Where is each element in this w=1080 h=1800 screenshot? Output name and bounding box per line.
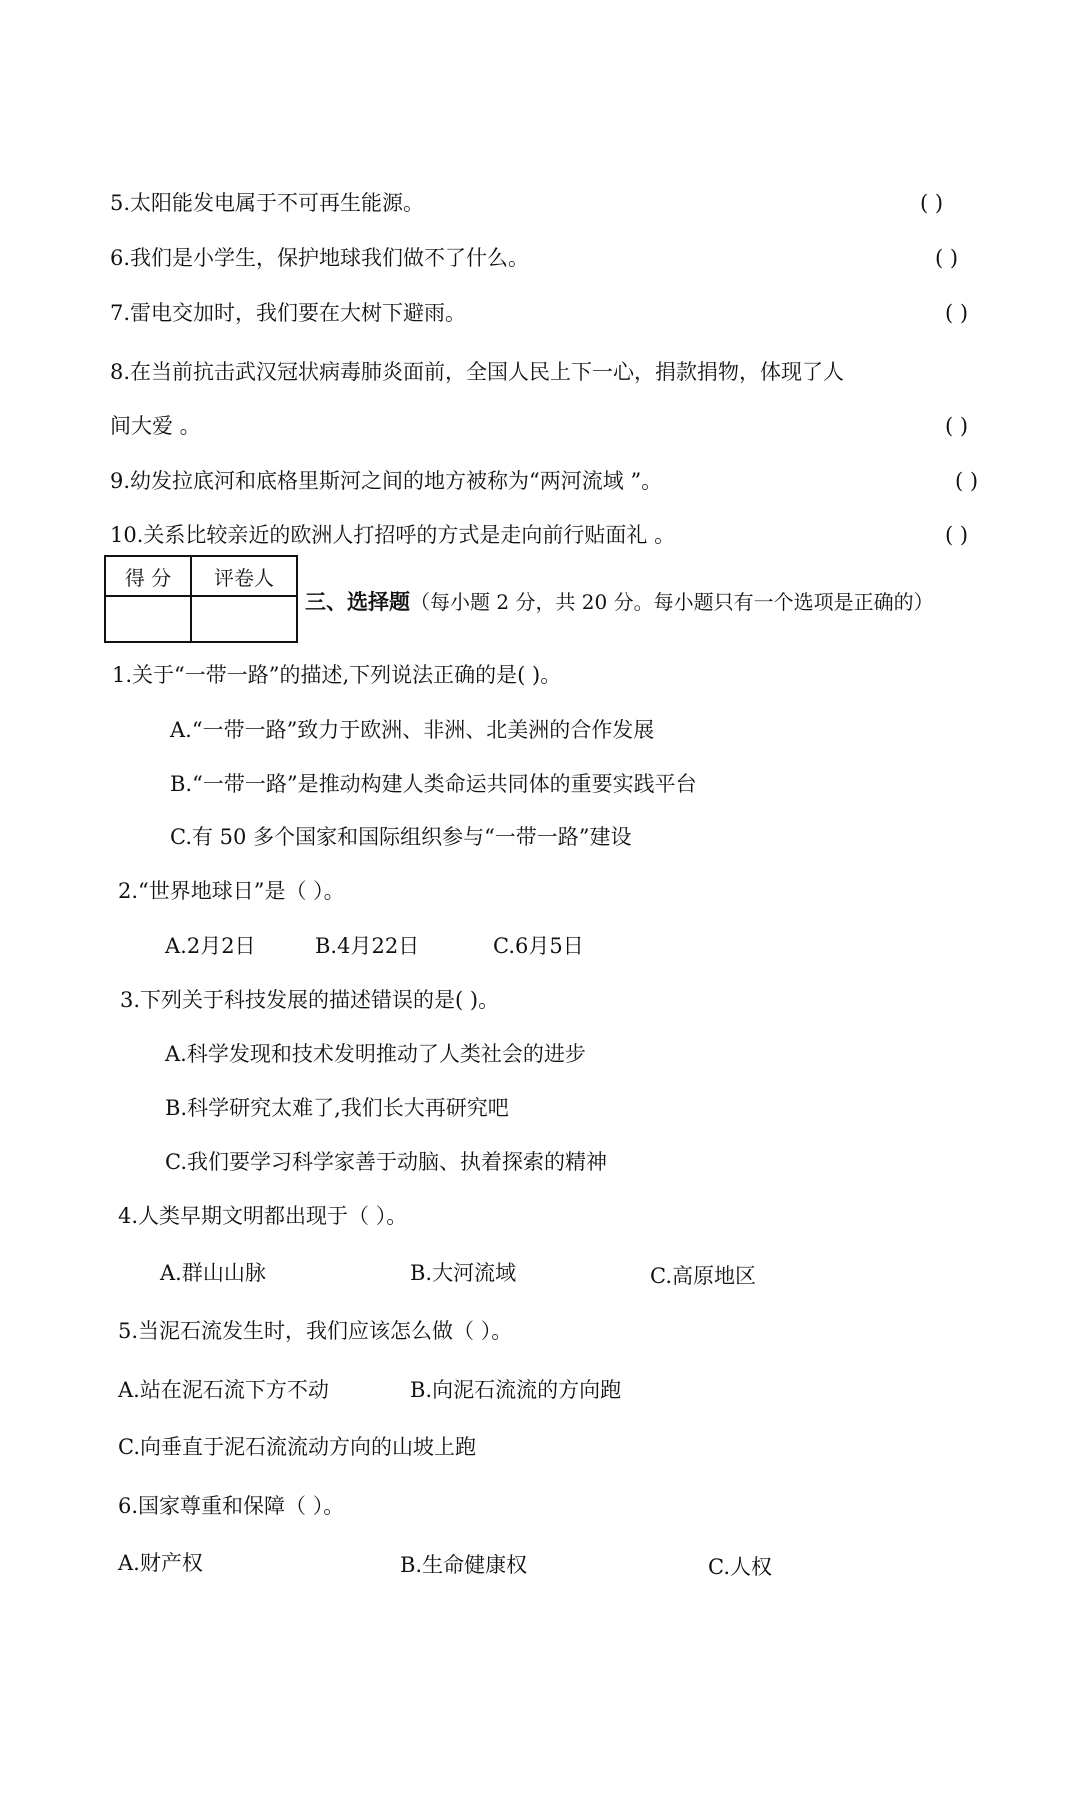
question-4-option-c: C.高原地区 (650, 1264, 756, 1288)
answer-paren-6: ( ) (935, 246, 959, 270)
judgment-item-7: 7.雷电交加时，我们要在大树下避雨。 (110, 301, 467, 325)
score-box (104, 555, 298, 643)
question-2-stem: 2.“世界地球日”是（ ）。 (118, 879, 345, 903)
question-5-stem: 5.当泥石流发生时，我们应该怎么做（ ）。 (118, 1319, 513, 1343)
judgment-item-9: 9.幼发拉底河和底格里斯河之间的地方被称为“两河流域 ”。 (110, 469, 663, 493)
answer-paren-10: ( ) (945, 523, 969, 547)
question-1-option-b: B.“一带一路”是推动构建人类命运共同体的重要实践平台 (170, 772, 697, 796)
question-6-option-c: C.人权 (708, 1555, 772, 1579)
question-3-option-b: B.科学研究太难了,我们长大再研究吧 (165, 1096, 509, 1120)
question-1-option-a: A.“一带一路”致力于欧洲、非洲、北美洲的合作发展 (170, 718, 655, 742)
answer-paren-5: ( ) (920, 191, 944, 215)
question-3-option-a: A.科学发现和技术发明推动了人类社会的进步 (165, 1042, 586, 1066)
question-5-option-a: A.站在泥石流下方不动 (118, 1378, 329, 1402)
question-4-stem: 4.人类早期文明都出现于（ ）。 (118, 1204, 408, 1228)
section-title: 三、选择题 (305, 590, 410, 614)
question-2-option-c: C.6月5日 (493, 934, 584, 958)
judgment-item-8-cont: 间大爱 。 (110, 414, 201, 438)
score-cell (105, 596, 191, 642)
question-1-stem: 1.关于“一带一路”的描述,下列说法正确的是( )。 (112, 663, 562, 687)
section-heading (305, 588, 934, 616)
section-note: （每小题 2 分，共 20 分。每小题只有一个选项是正确的） (410, 590, 934, 614)
question-6-option-b: B.生命健康权 (400, 1553, 528, 1577)
judgment-item-5: 5.太阳能发电属于不可再生能源。 (110, 191, 425, 215)
answer-paren-8: ( ) (945, 414, 969, 438)
question-6-stem: 6.国家尊重和保障（ ）。 (118, 1494, 345, 1518)
judgment-item-10: 10.关系比较亲近的欧洲人打招呼的方式是走向前行贴面礼 。 (110, 523, 676, 547)
question-4-option-a: A.群山山脉 (160, 1261, 266, 1285)
grader-cell (191, 596, 297, 642)
judgment-item-8: 8.在当前抗击武汉冠状病毒肺炎面前，全国人民上下一心，捐款捐物，体现了人 (110, 360, 845, 384)
question-4-option-b: B.大河流域 (410, 1261, 517, 1285)
question-3-option-c: C.我们要学习科学家善于动脑、执着探索的精神 (165, 1150, 607, 1174)
question-5-option-c: C.向垂直于泥石流流动方向的山坡上跑 (118, 1435, 476, 1459)
judgment-item-6: 6.我们是小学生，保护地球我们做不了什么。 (110, 246, 530, 270)
question-2-option-b: B.4月22日 (315, 934, 420, 958)
answer-paren-9: ( ) (955, 469, 979, 493)
grader-header: 评卷人 (191, 556, 297, 596)
score-header: 得 分 (105, 556, 191, 596)
answer-paren-7: ( ) (945, 301, 969, 325)
question-1-option-c: C.有 50 多个国家和国际组织参与“一带一路”建设 (170, 825, 632, 849)
question-6-option-a: A.财产权 (118, 1551, 203, 1575)
question-2-option-a: A.2月2日 (165, 934, 256, 958)
question-3-stem: 3.下列关于科技发展的描述错误的是( )。 (120, 988, 500, 1012)
question-5-option-b: B.向泥石流流的方向跑 (410, 1378, 622, 1402)
